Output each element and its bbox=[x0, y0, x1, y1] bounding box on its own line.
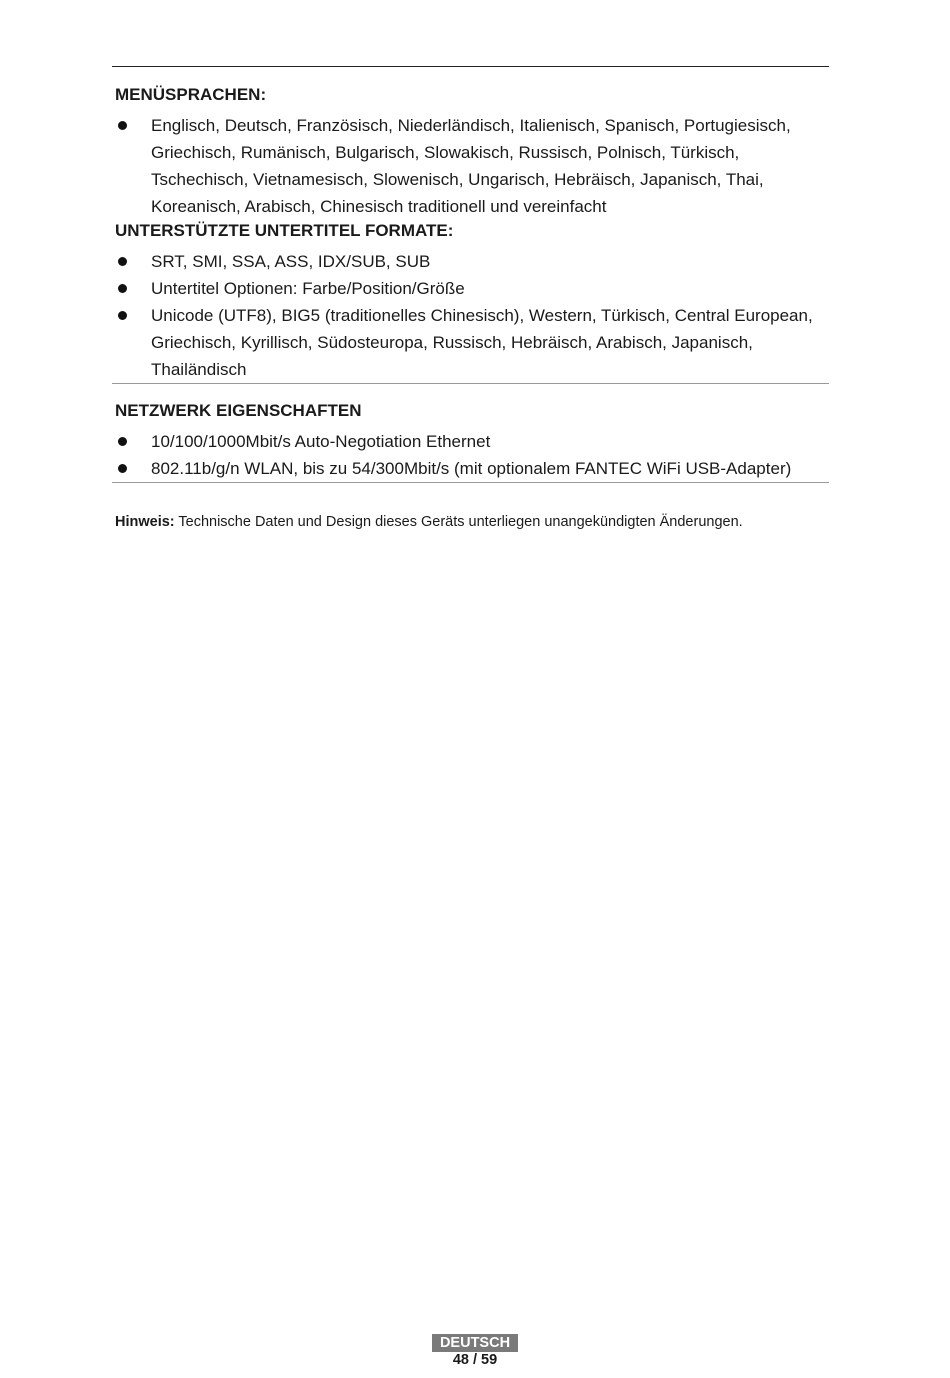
bullet-icon bbox=[118, 464, 127, 473]
section-divider bbox=[112, 482, 829, 483]
list-item bbox=[112, 455, 829, 482]
language-badge: DEUTSCH bbox=[432, 1334, 518, 1352]
section-title: UNTERSTÜTZTE UNTERTITEL FORMATE: bbox=[115, 221, 454, 240]
page-number: 48 / 59 bbox=[452, 1352, 498, 1368]
list-item-text: Unicode (UTF8), BIG5 (traditionelles Chinesisch), Western, Türkisch, Central European, Griechisch, Kyrillisch, Südosteuropa, Russisch, Hebräisch, Arabisch, Japanisch, Thailändisch bbox=[151, 306, 813, 379]
bullet-icon bbox=[118, 257, 127, 266]
bullet-list bbox=[112, 428, 829, 482]
list-item-text: Englisch, Deutsch, Französisch, Niederländisch, Italienisch, Spanisch, Portugiesisch, Griechisch, Rumänisch, Bulgarisch, Slowakisch, Russisch, Polnisch, Türkisch, Tschechisch, Vietnamesisch, Slowenisch, Ungarisch, Hebräisch, Japanisch, Thai, Koreanisch, Arabisch, Chinesisch traditionell und vereinfacht bbox=[151, 116, 791, 216]
list-item-text: Untertitel Optionen: Farbe/Position/Größe bbox=[151, 279, 465, 298]
bullet-list bbox=[112, 248, 829, 383]
section-title: MENÜSPRACHEN: bbox=[115, 85, 267, 104]
list-item-text: 802.11b/g/n WLAN, bis zu 54/300Mbit/s (mit optionalem FANTEC WiFi USB-Adapter) bbox=[151, 459, 792, 478]
bullet-icon bbox=[118, 437, 127, 446]
bullet-icon bbox=[118, 121, 127, 130]
section-subtitle-formats bbox=[112, 221, 829, 383]
bullet-icon bbox=[118, 311, 127, 320]
note-text: Technische Daten und Design dieses Geräts unterliegen unangekündigten Änderungen. bbox=[174, 514, 743, 530]
page-footer bbox=[0, 1334, 950, 1368]
section-title: NETZWERK EIGENSCHAFTEN bbox=[115, 401, 362, 420]
list-item bbox=[112, 248, 829, 275]
list-item-text: SRT, SMI, SSA, ASS, IDX/SUB, SUB bbox=[151, 252, 431, 271]
section-divider bbox=[112, 383, 829, 384]
list-item bbox=[112, 275, 829, 302]
note bbox=[115, 513, 829, 531]
bullet-list bbox=[112, 112, 829, 220]
top-rule bbox=[112, 66, 829, 67]
list-item bbox=[112, 302, 829, 383]
list-item bbox=[112, 112, 829, 220]
list-item bbox=[112, 428, 829, 455]
section-network bbox=[112, 401, 829, 482]
note-label: Hinweis: bbox=[115, 514, 175, 530]
bullet-icon bbox=[118, 284, 127, 293]
list-item-text: 10/100/1000Mbit/s Auto-Negotiation Ethernet bbox=[151, 432, 491, 451]
section-menu-languages bbox=[112, 85, 829, 220]
document-page bbox=[112, 66, 829, 531]
